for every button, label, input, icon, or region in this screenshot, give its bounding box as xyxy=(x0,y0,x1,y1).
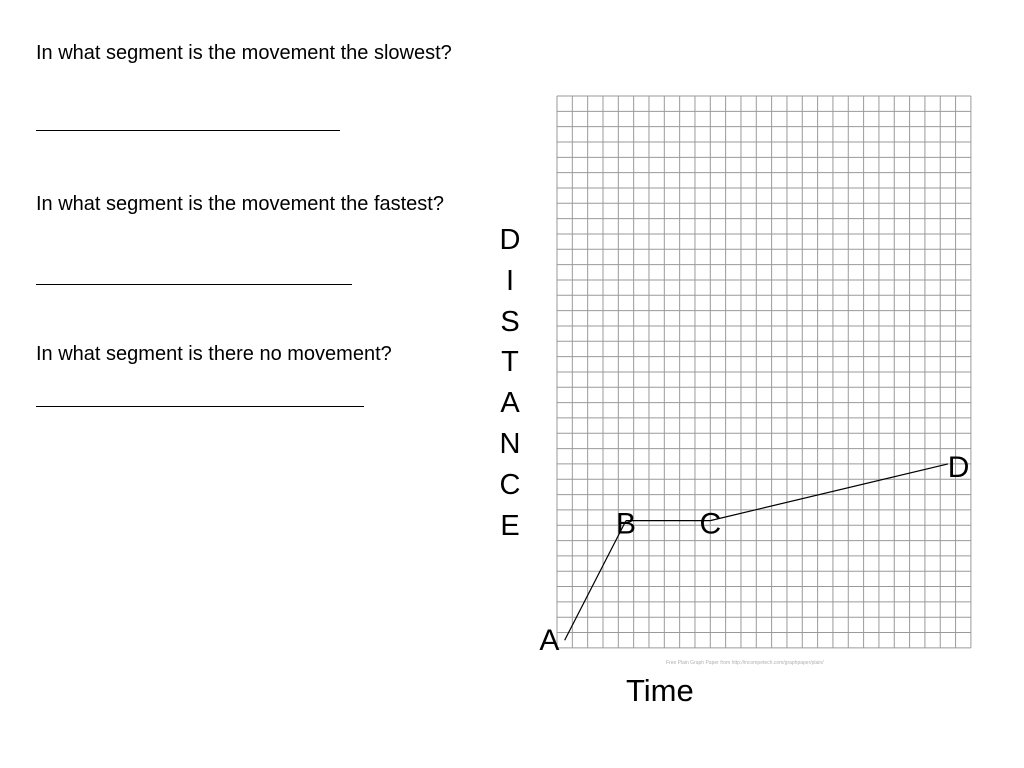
point-label-d: D xyxy=(947,450,970,484)
point-label-b: B xyxy=(615,507,636,541)
y-axis-label-letter: E xyxy=(500,509,520,542)
segment-CD xyxy=(710,464,948,521)
y-axis-label-letter: C xyxy=(499,468,521,501)
point-label-c: C xyxy=(699,507,722,541)
y-axis-label-letter: I xyxy=(505,264,515,297)
question-1: In what segment is the movement the slowest? xyxy=(36,42,452,64)
y-axis-label-letter: D xyxy=(499,224,521,256)
question-2: In what segment is the movement the fastest? xyxy=(36,193,444,215)
graph-paper-credit: Free Plain Graph Paper from http://incompetech.com/graphpaper/plain/ xyxy=(666,660,824,666)
y-axis-label-letter: S xyxy=(500,305,520,338)
y-axis-label-letter: N xyxy=(499,428,521,460)
y-axis-label-letter: T xyxy=(501,346,519,379)
point-label-a: A xyxy=(539,624,560,658)
y-axis-label-letter: A xyxy=(500,387,520,420)
question-3: In what segment is there no movement? xyxy=(36,343,392,365)
x-axis-label: Time xyxy=(626,673,694,708)
